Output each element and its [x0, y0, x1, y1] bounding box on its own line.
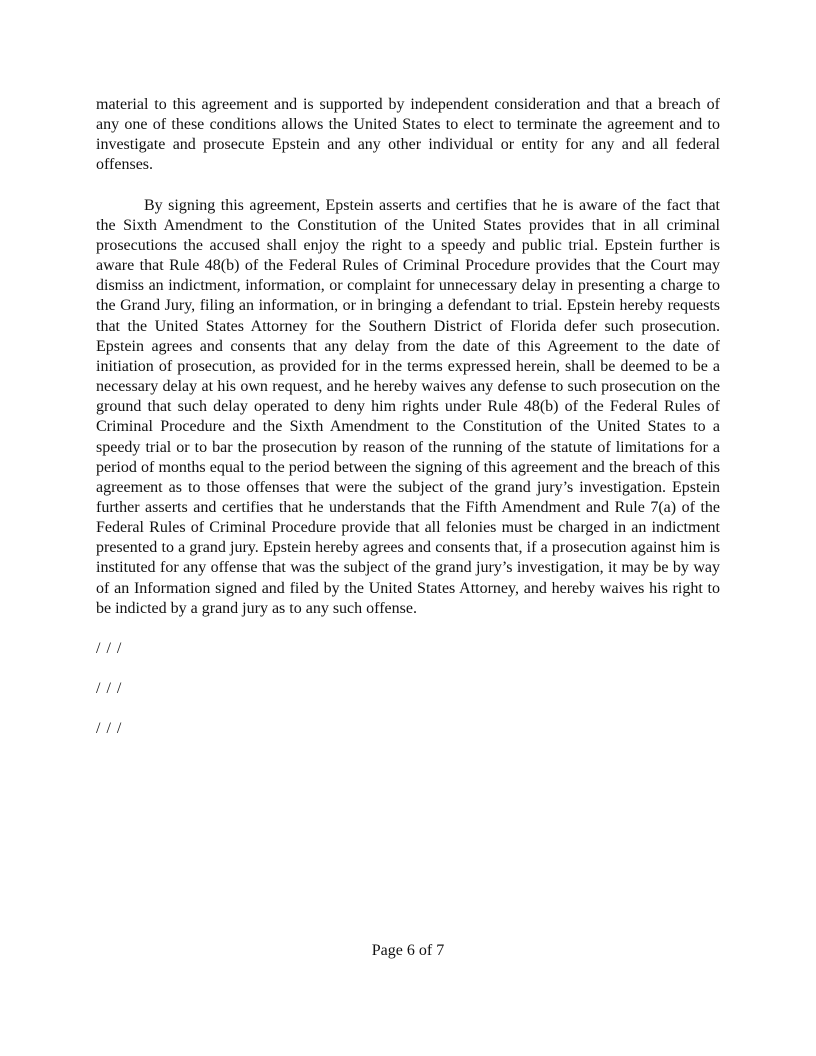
continuation-mark: / / /	[96, 719, 123, 737]
continuation-mark: / / /	[96, 679, 123, 697]
page-number-footer: Page 6 of 7	[371, 942, 445, 959]
continuation-mark: / / /	[96, 639, 123, 657]
document-body	[96, 95, 720, 739]
paragraph-continuation: material to this agreement and is supported by independent consideration and that a breach of any one of these conditions allows the United States to elect to terminate the agreement and to investigate and prosecute Epstein and any other individual or entity for any and all federal offenses.	[96, 96, 720, 174]
paragraph-speedy-trial-waiver: By signing this agreement, Epstein asserts and certifies that he is aware of the fact that the Sixth Amendment to the Constitution of the United States provides that in all criminal prosecutions the accused shall enjoy the right to a speedy and public trial. Epstein further is aware that Rule 48(b) of the Federal Rules of Criminal Procedure provides that the Court may dismiss an indictment, information, or complaint for unnecessary delay in presenting a charge to the Grand Jury, filing an information, or in bringing a defendant to trial. Epstein hereby requests that the United States Attorney for the Southern District of Florida defer such prosecution. Epstein agrees and consents that any delay from the date of this Agreement to the date of initiation of prosecution, as provided for in the terms expressed herein, shall be deemed to be a necessary delay at his own request, and he hereby waives any defense to such prosecution on the ground that such delay operated to deny him rights under Rule 48(b) of the Federal Rules of Criminal Procedure and the Sixth Amendment to the Constitution of the United States to a speedy trial or to bar the prosecution by reason of the running of the statute of limitations for a period of months equal to the period between the signing of this agreement and the breach of this agreement as to those offenses that were the subject of the grand jury’s investigation. Epstein further asserts and certifies that he understands that the Fifth Amendment and Rule 7(a) of the Federal Rules of Criminal Procedure provide that all felonies must be charged in an indictment presented to a grand jury. Epstein hereby agrees and consents that, if a prosecution against him is instituted for any offense that was the subject of the grand jury’s investigation, it may be by way of an Information signed and filed by the United States Attorney, and hereby waives his right to be indicted by a grand jury as to any such offense.	[96, 196, 720, 617]
